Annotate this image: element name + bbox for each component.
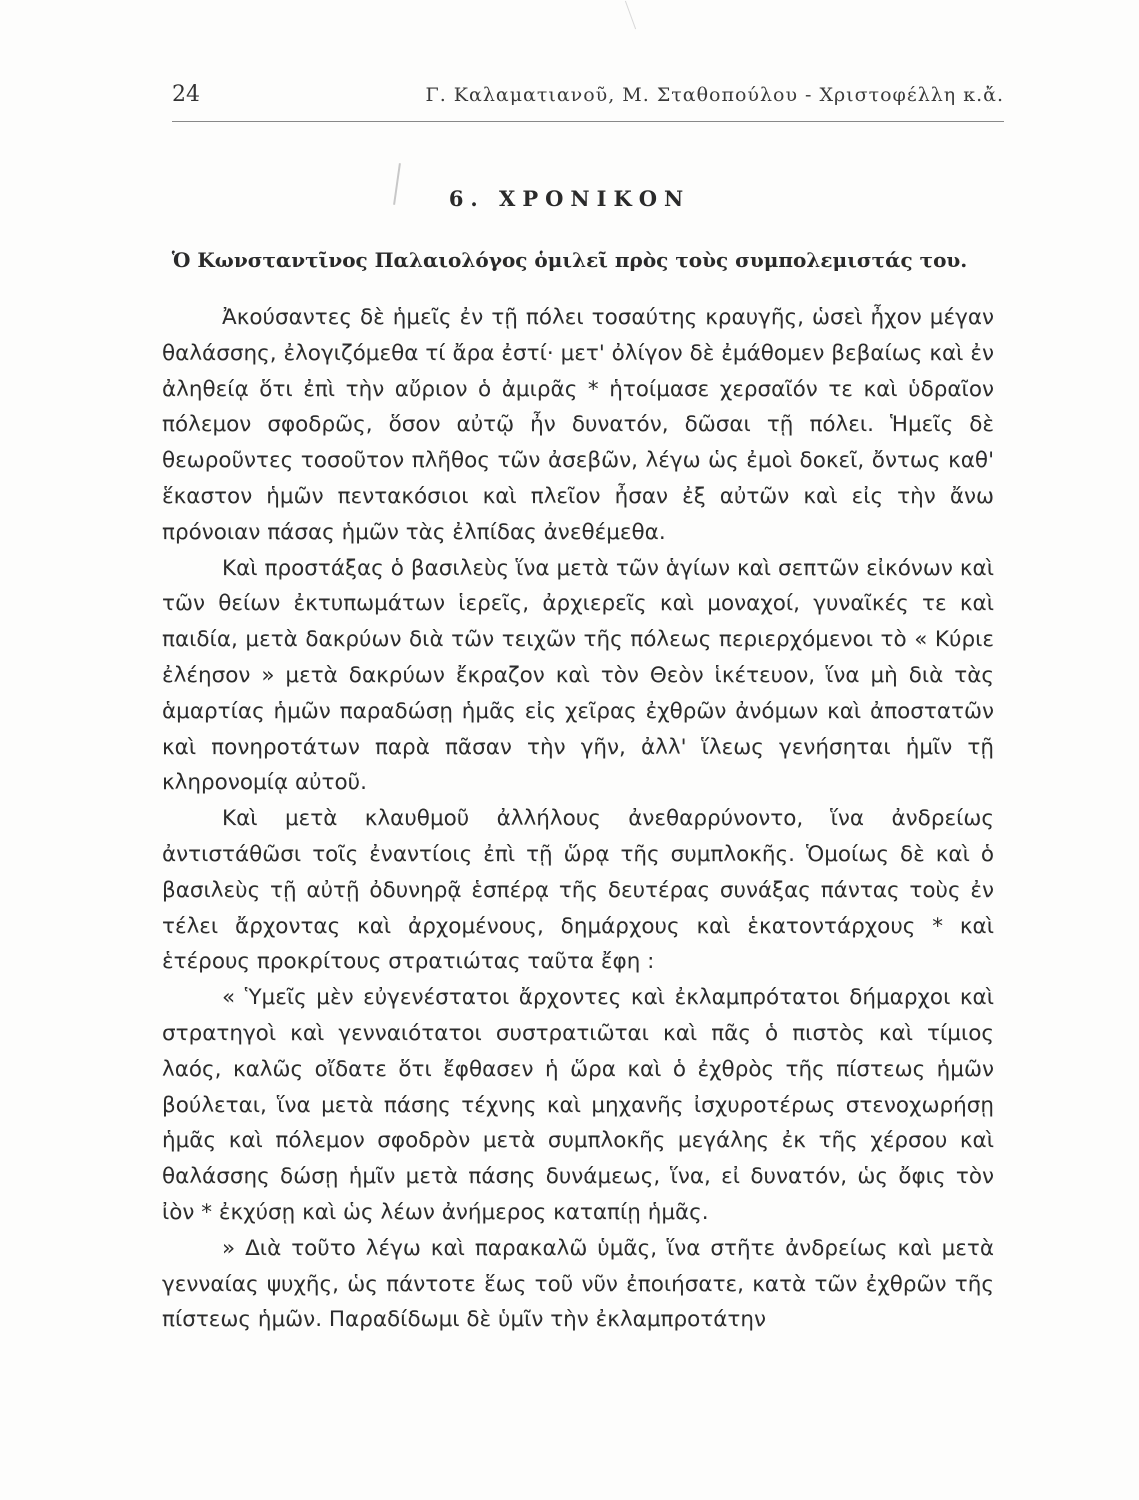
paragraph: « Ὑμεῖς μὲν εὐγενέστατοι ἄρχοντες καὶ ἐκλαμπρότατοι δήμαρχοι καὶ στρατηγοὶ καὶ γενναιότατοι συστρατιῶται καὶ πᾶς ὁ πιστὸς καὶ τίμιος λαός, καλῶς οἴδατε ὅτι ἔφθασεν ἡ ὥρα καὶ ὁ ἐχθρὸς τῆς πίστεως ἡμῶν βούλεται, ἵνα μετὰ πάσης τέχνης καὶ μηχανῆς ἰσχυροτέρως στενοχωρήσῃ ἡμᾶς καὶ πόλεμον σφοδρὸν μετὰ συμπλοκῆς μεγάλης ἐκ τῆς χέρσου καὶ θαλάσσης δώσῃ ἡμῖν μετὰ πάσης δυνάμεως, ἵνα, εἰ δυνατόν, ὡς ὄφις τὸν ἰὸν * ἐκχύσῃ καὶ ὡς λέων ἀνήμερος καταπίῃ ἡμᾶς.: [162, 985, 994, 1225]
scan-artifact: [625, 1, 636, 30]
page-number: 24: [172, 82, 200, 107]
running-head: Γ. Καλαματιανοῦ, Μ. Σταθοπούλου - Χριστοφέλλη κ.ἄ.: [425, 84, 1004, 106]
paragraph: Καὶ μετὰ κλαυθμοῦ ἀλλήλους ἀνεθαρρύνοντο, ἵνα ἀνδρείως ἀντιστάθῶσι τοῖς ἐναντίοις ἐπὶ τῇ ὥρᾳ τῆς συμπλοκῆς. Ὁμοίως δὲ καὶ ὁ βασιλεὺς τῇ αὐτῇ ὀδυνηρᾷ ἑσπέρᾳ τῆς δευτέρας συνάξας πάντας τοὺς ἐν τέλει ἄρχοντας καὶ ἀρχομένους, δημάρχους καὶ ἑκατοντάρχους * καὶ ἑτέρους προκρίτους στρατιώτας ταῦτα ἔφη :: [162, 806, 994, 975]
section-title: 6. ΧΡΟΝΙΚΟΝ: [448, 186, 691, 211]
header-rule: [172, 121, 1004, 122]
paragraph: Ἀκούσαντες δὲ ἡμεῖς ἐν τῇ πόλει τοσαύτης κραυγῆς, ὡσεὶ ἦχον μέγαν θαλάσσης, ἐλογιζόμεθα τί ἄρα ἐστί· μετ' ὀλίγον δὲ ἐμάθομεν βεβαίως καὶ ἐν ἀληθείᾳ ὅτι ἐπὶ τὴν αὔριον ὁ ἀμιρᾶς * ἡτοίμασε χερσαῖόν τε καὶ ὑδραῖον πόλεμον σφοδρῶς, ὅσον αὐτῷ ἦν δυνατόν, δῶσαι τῇ πόλει. Ἡμεῖς δὲ θεωροῦντες τοσοῦτον πλῆθος τῶν ἀσεβῶν, λέγω ὡς ἐμοὶ δοκεῖ, ὄντως καθ' ἕκαστον ἡμῶν πεντακόσιοι καὶ πλεῖον ἦσαν ἐξ αὐτῶν καὶ εἰς τὴν ἄνω πρόνοιαν πάσας ἡμῶν τὰς ἐλπίδας ἀνεθέμεθα.: [162, 305, 994, 545]
page-header: [172, 82, 1004, 122]
paragraph: Καὶ προστάξας ὁ βασιλεὺς ἵνα μετὰ τῶν ἁγίων καὶ σεπτῶν εἰκόνων καὶ τῶν θείων ἐκτυπωμάτων ἱερεῖς, ἀρχιερεῖς καὶ μοναχοί, γυναῖκές τε καὶ παιδία, μετὰ δακρύων διὰ τῶν τειχῶν τῆς πόλεως περιερχόμενοι τὸ « Κύριε ἐλέησον » μετὰ δακρύων ἔκραζον καὶ τὸν Θεὸν ἱκέτευον, ἵνα μὴ διὰ τὰς ἁμαρτίας ἡμῶν παραδώσῃ ἡμᾶς εἰς χεῖρας ἐχθρῶν ἀνόμων καὶ ἀποστατῶν καὶ πονηροτάτων παρὰ πᾶσαν τὴν γῆν, ἀλλ' ἵλεως γενήσηται ἡμῖν τῇ κληρονομίᾳ αὐτοῦ.: [162, 555, 994, 796]
body-text: [162, 300, 994, 1338]
section-subtitle: Ὁ Κωνσταντῖνος Παλαιολόγος ὁμιλεῖ πρὸς τοὺς συμπολεμιστάς του.: [171, 248, 968, 272]
paragraph: » Διὰ τοῦτο λέγω καὶ παρακαλῶ ὑμᾶς, ἵνα στῆτε ἀνδρείως καὶ μετὰ γενναίας ψυχῆς, ὡς πάντοτε ἕως τοῦ νῦν ἐποιήσατε, κατὰ τῶν ἐχθρῶν τῆς πίστεως ἡμῶν. Παραδίδωμι δὲ ὑμῖν τὴν ἐκλαμπροτάτην: [162, 1235, 994, 1333]
